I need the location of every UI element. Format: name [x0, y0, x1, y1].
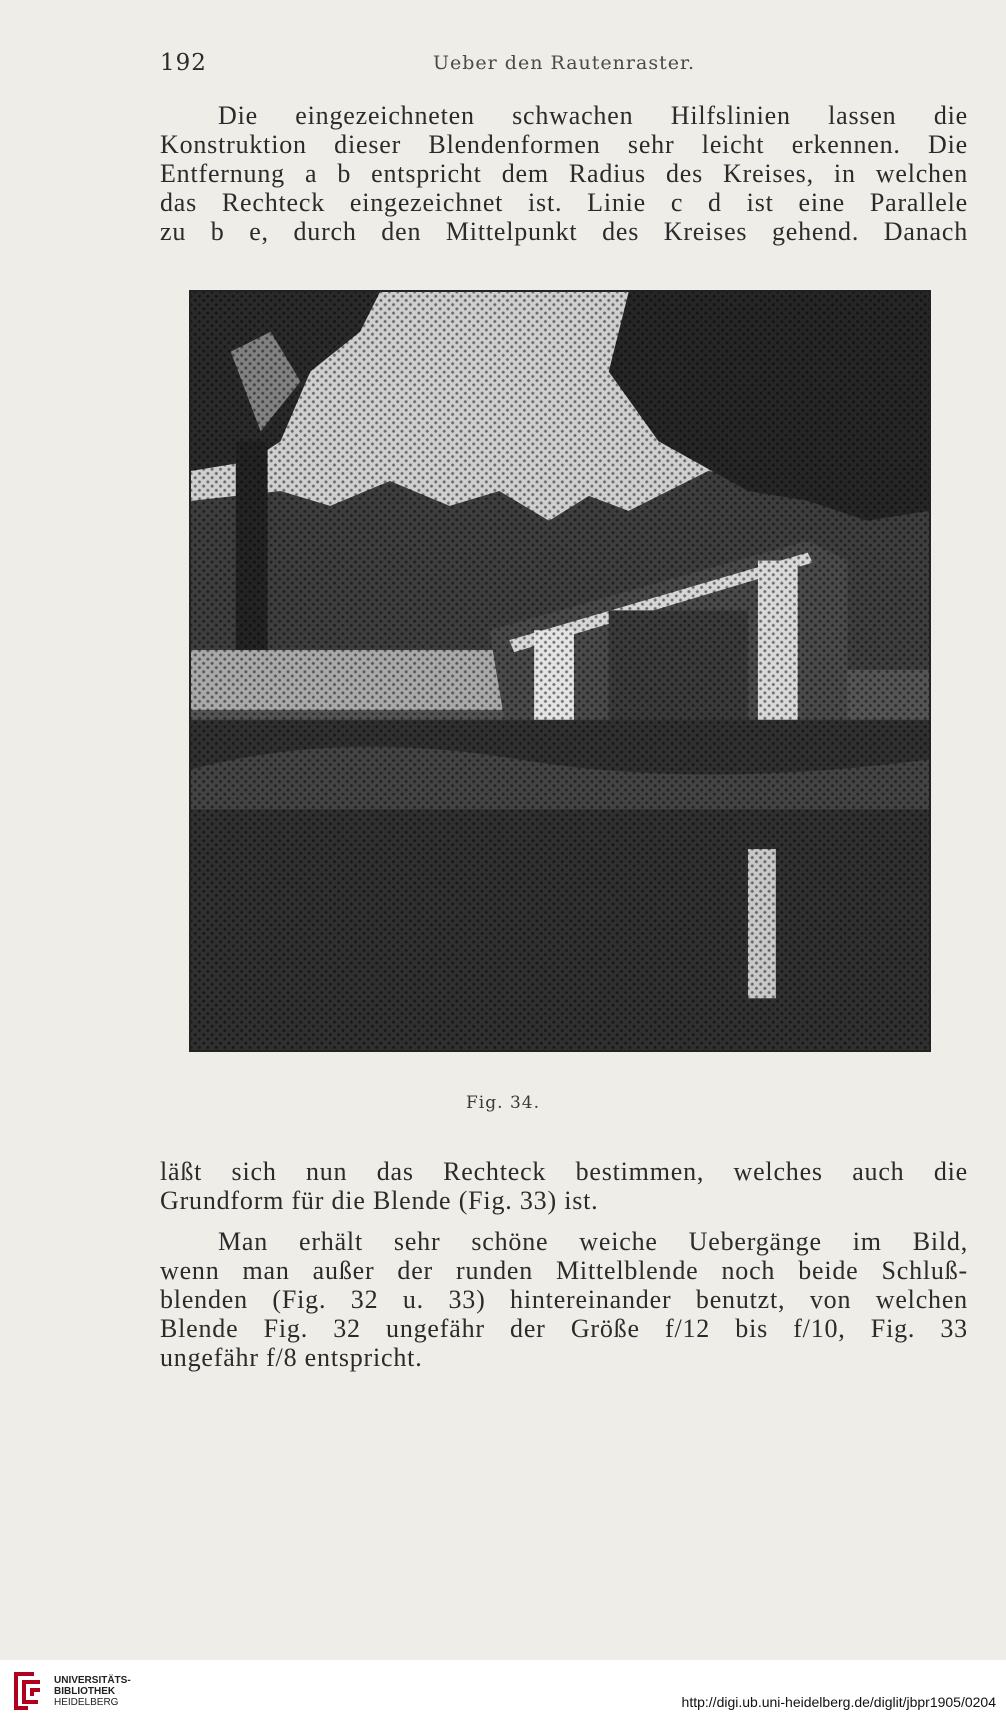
text-line: Grundform für die Blende (Fig. 33) ist.	[160, 1186, 599, 1215]
text-line: Konstruktion dieser Blendenformen sehr leicht erkennen. Die	[160, 130, 968, 159]
figure-caption: Fig. 34.	[466, 1093, 540, 1113]
text-line: wenn man außer der runden Mittelblende noch beide Schluß-	[160, 1256, 968, 1285]
text-line: läßt sich nun das Rechteck bestimmen, welches auch die	[160, 1157, 968, 1186]
library-logo-icon	[10, 1666, 44, 1716]
figure-halftone-photograph	[189, 290, 931, 1052]
paragraph-2	[160, 1157, 968, 1215]
library-footer	[0, 1660, 1006, 1721]
text-line: Die eingezeichneten schwachen Hilfslinien lassen die	[218, 101, 968, 130]
text-line: zu b e, durch den Mittelpunkt des Kreises gehend. Danach	[160, 217, 968, 246]
logo-line: BIBLIOTHEK	[54, 1686, 116, 1697]
photo-illustration	[191, 292, 929, 1050]
logo-line: HEIDELBERG	[54, 1697, 119, 1708]
text-line: Blende Fig. 32 ungefähr der Größe f/12 bis f/10, Fig. 33	[160, 1314, 968, 1343]
page-number: 192	[160, 50, 207, 76]
running-title: Ueber den Rautenraster.	[433, 52, 695, 74]
page-header	[160, 50, 968, 80]
text-line: das Rechteck eingezeichnet ist. Linie c d ist eine Parallele	[160, 188, 968, 217]
paragraph-1	[160, 101, 968, 246]
text-line: blenden (Fig. 32 u. 33) hintereinander benutzt, von welchen	[160, 1285, 968, 1314]
text-line: Man erhält sehr schöne weiche Uebergänge im Bild,	[218, 1227, 968, 1256]
library-logo[interactable]	[10, 1666, 140, 1716]
paragraph-3	[160, 1227, 968, 1372]
text-line: Entfernung a b entspricht dem Radius des Kreises, in welchen	[160, 159, 968, 188]
source-url-link[interactable]: http://digi.ub.uni-heidelberg.de/diglit/jbpr1905/0204	[681, 1694, 996, 1710]
text-line: ungefähr f/8 entspricht.	[160, 1343, 423, 1372]
logo-line: UNIVERSITÄTS-	[54, 1675, 131, 1686]
library-logo-text	[54, 1675, 131, 1708]
